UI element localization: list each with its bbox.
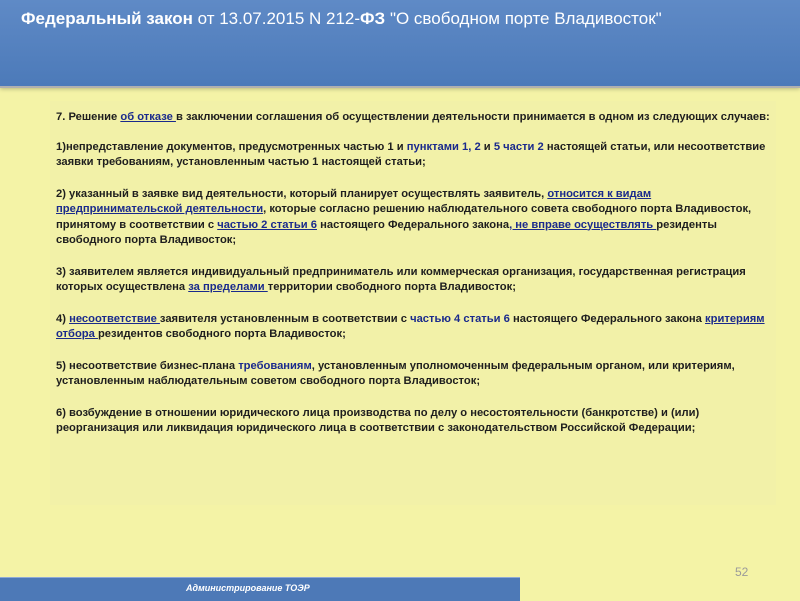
p1-text-b: и	[480, 140, 494, 153]
link-ne-vprave[interactable]: , не вправе осуществлять	[509, 218, 657, 231]
header-divider	[0, 86, 800, 88]
link-vidam-deyatelnosti[interactable]: относится к видам предпринимательской деятельности	[56, 187, 652, 215]
link-chastyu-4-stati-6[interactable]: частью 4 статьи 6	[410, 312, 510, 325]
link-nesootvetstvie[interactable]: несоответствие	[69, 312, 160, 325]
law-text	[56, 110, 772, 437]
title-law-name: "О свободном порте Владивосток"	[385, 9, 662, 28]
paragraph-7	[56, 110, 772, 126]
p2-text-b: , которые согласно решению наблюдательного совета свободного порта Владивосток, принятому в соответствии с	[56, 203, 752, 231]
link-trebovaniyam[interactable]: требованиям	[238, 359, 312, 372]
title-fz: ФЗ	[360, 9, 386, 28]
link-za-predelami[interactable]: за пределами	[188, 281, 268, 293]
p1-text-a: 1)непредставление документов, предусмотренных частью 1 и	[56, 140, 407, 153]
p2-text-c: настоящего Федерального закона	[317, 218, 510, 231]
link-punktami[interactable]: пунктами 1, 2	[406, 140, 481, 153]
paragraph-1	[56, 140, 772, 171]
link-kriteriyam-otbora[interactable]: критериям отбора	[56, 312, 765, 340]
p1-text-c: настоящей статьи, или несоответствие заявки требованиям, установленным частью 1 настоящей статьи;	[56, 140, 766, 168]
page-number: 52	[735, 565, 749, 579]
slide-title	[21, 9, 662, 29]
paragraph-3	[56, 265, 772, 296]
footer-bar	[0, 577, 520, 601]
link-chasti-2[interactable]: 5 части 2	[493, 140, 544, 153]
p4-text-a: 4)	[56, 312, 70, 325]
p4-text-c: настоящего Федерального закона	[509, 312, 706, 325]
p4-text-b: заявителя установленным в соответствии с	[159, 312, 411, 325]
p3-text-a: 3) заявителем является индивидуальный предприниматель или коммерческая организация, государственная регистрация которых осуществлена	[56, 265, 746, 293]
paragraph-6: 6) возбуждение в отношении юридического лица производства по делу о несостоятельности (банкротстве) и (или) реорганизация или ликвидация юридического лица в соответствии с законодательством Российской Федерации;	[56, 406, 700, 434]
paragraph-4	[56, 312, 772, 343]
footer-label: Администрирование ТОЭР	[186, 583, 310, 593]
p5-text-b: , установленным уполномоченным федеральным органом, или критериям, установленным наблюдательным советом свободного порта Владивосток;	[56, 359, 735, 387]
paragraph-2	[56, 187, 772, 249]
p5-text-a: 5) несоответствие бизнес-плана	[56, 359, 239, 372]
link-ob-otkaze[interactable]: об отказе	[120, 111, 176, 123]
slide-header	[0, 0, 800, 86]
paragraph-5	[56, 359, 772, 390]
title-date-number: от 13.07.2015 N 212-	[192, 9, 361, 28]
p4-text-d: резидентов свободного порта Владивосток;	[97, 328, 346, 340]
title-law-type: Федеральный закон	[21, 9, 193, 28]
p7-text-b: в заключении соглашения об осуществлении деятельности принимается в одном из следующих случаев:	[175, 111, 770, 123]
p7-text-a: 7. Решение	[56, 111, 121, 123]
p2-text-d: резиденты свободного порта Владивосток;	[56, 218, 717, 246]
link-chastyu-2-stati-6[interactable]: частью 2 статьи 6	[217, 218, 317, 231]
p3-text-b: территории свободного порта Владивосток;	[267, 281, 516, 293]
p2-text-a: 2) указанный в заявке вид деятельности, который планирует осуществлять заявитель,	[56, 187, 548, 200]
